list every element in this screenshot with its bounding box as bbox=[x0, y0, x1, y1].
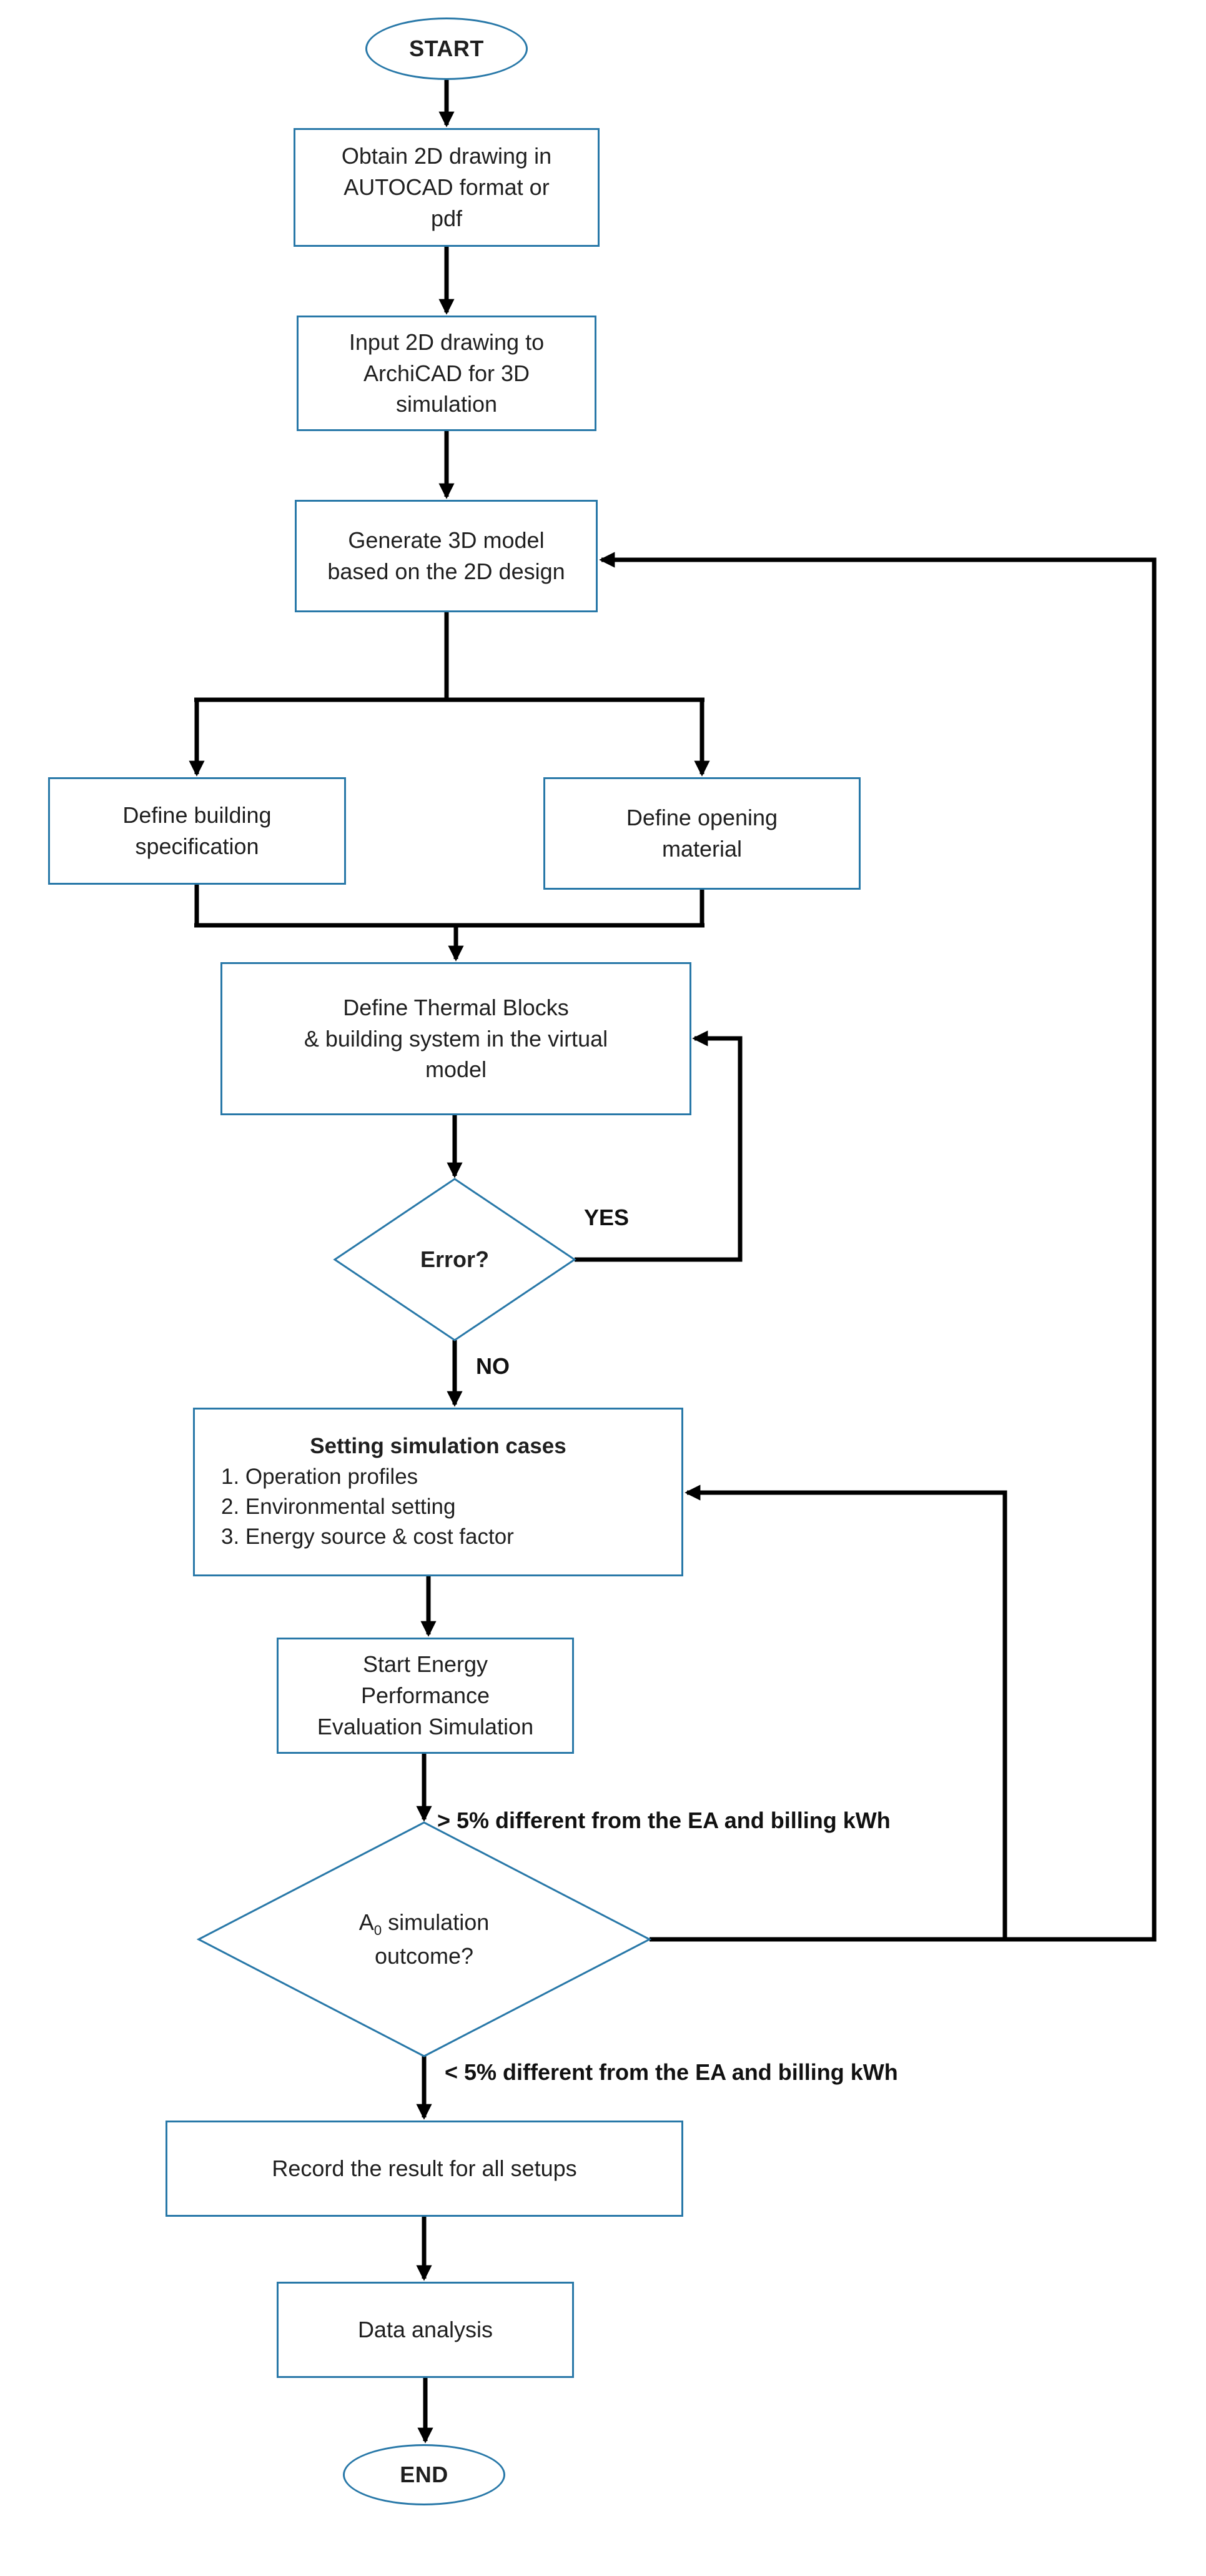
node-setting-cases-list: 1. Operation profiles 2. Environmental setting 3. Energy source & cost factor bbox=[221, 1464, 514, 1549]
node-start-simulation bbox=[277, 1638, 574, 1754]
node-generate-3d bbox=[295, 500, 598, 612]
node-data-analysis-label: Data analysis bbox=[357, 2317, 493, 2343]
node-setting-cases bbox=[193, 1408, 683, 1576]
edge-label-lt5-percent: < 5% different from the EA and billing kWh bbox=[445, 2059, 898, 2085]
edge-label-gt5-percent: > 5% different from the EA and billing kWh bbox=[437, 1808, 891, 1833]
node-generate-3d-label: Generate 3D model based on the 2D design bbox=[327, 527, 565, 584]
node-obtain-drawing bbox=[294, 128, 600, 247]
node-end bbox=[343, 2444, 505, 2505]
node-error-decision bbox=[335, 1179, 575, 1340]
node-start-label: START bbox=[409, 36, 484, 62]
node-setting-cases-title: Setting simulation cases bbox=[310, 1434, 566, 1459]
node-outcome-decision-label: $A_0$ simulation outcome? bbox=[358, 1909, 490, 1969]
node-record-result-label: Record the result for all setups bbox=[272, 2156, 577, 2182]
node-define-thermal-blocks-label: Define Thermal Blocks & building system in the virtual model bbox=[304, 994, 608, 1083]
node-define-building-spec bbox=[48, 777, 346, 885]
node-define-opening-material-label: Define opening material bbox=[626, 805, 778, 862]
node-start-simulation-label: Start Energy Performance Evaluation Simulation bbox=[317, 1651, 534, 1739]
edge-outcome-to-setting-loop bbox=[687, 1493, 1005, 1939]
node-error-decision-label: Error? bbox=[420, 1246, 490, 1273]
node-input-archicad-label: Input 2D drawing to ArchiCAD for 3D simulation bbox=[348, 329, 545, 417]
edge-label-yes: YES bbox=[584, 1205, 630, 1230]
node-define-thermal-blocks bbox=[220, 962, 691, 1115]
node-define-building-spec-label: Define building specification bbox=[122, 802, 272, 859]
node-outcome-decision bbox=[199, 1823, 650, 2056]
node-end-label: END bbox=[400, 2462, 448, 2488]
node-obtain-drawing-label: Obtain 2D drawing in AUTOCAD format or pdf bbox=[341, 143, 552, 231]
edge-outcome-to-generate-loop bbox=[601, 560, 1154, 1939]
node-start bbox=[365, 17, 528, 80]
edge-label-no: NO bbox=[476, 1353, 510, 1379]
node-data-analysis bbox=[277, 2282, 574, 2378]
node-input-archicad bbox=[297, 316, 596, 431]
node-record-result bbox=[166, 2121, 683, 2217]
node-define-opening-material bbox=[543, 777, 861, 890]
